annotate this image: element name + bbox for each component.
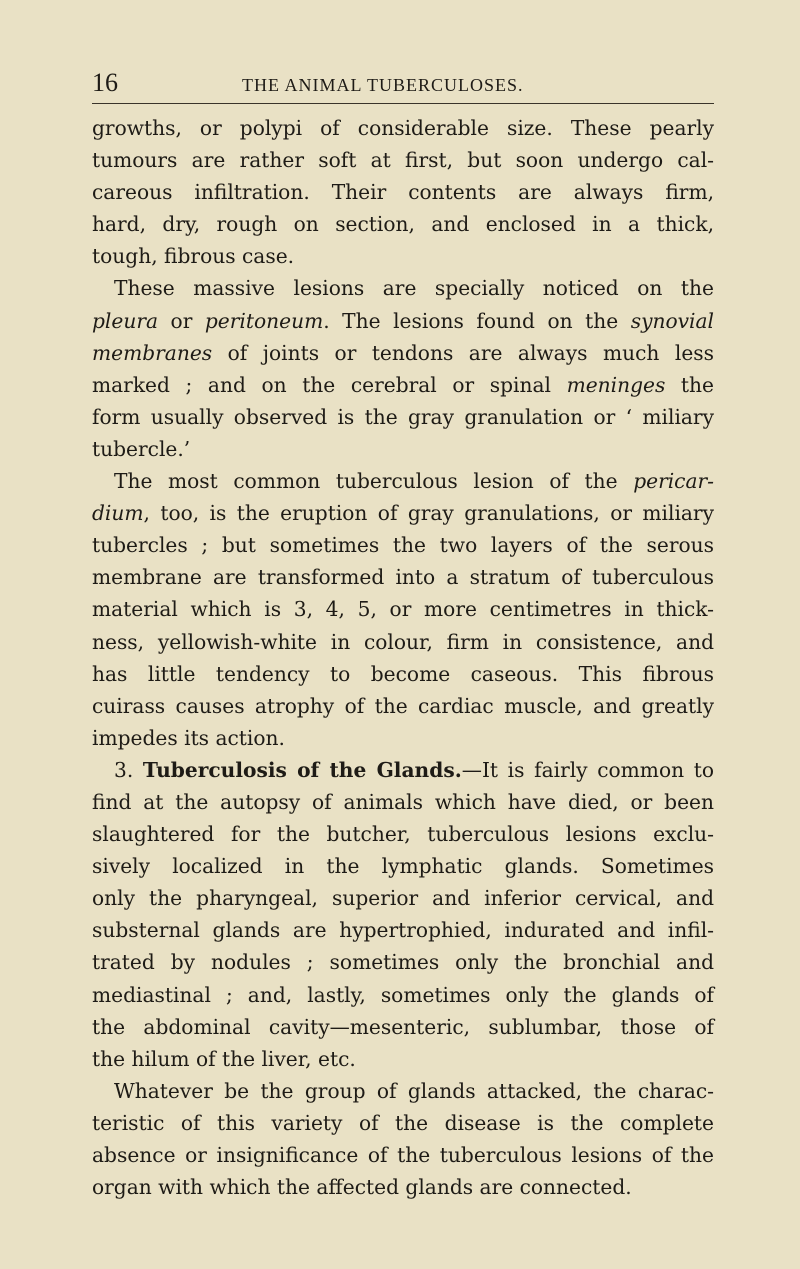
text-line: absence or insignificance of the tuberculous lesions of the (92, 1143, 714, 1167)
text-line: tubercles ; but sometimes the two layers of the serous (92, 533, 714, 558)
text-line: pleura or peritoneum. The lesions found on the synovial (92, 308, 714, 333)
text-line: only the pharyngeal, superior and inferior cervical, and (92, 886, 714, 911)
text-line: marked ; and on the cerebral or spinal meninges the (92, 372, 714, 397)
text-line: Whatever be the group of glands attacked, the charac- (114, 1078, 714, 1103)
section-heading: Tuberculosis of the Glands. (142, 757, 462, 782)
text-line: hard, dry, rough on section, and enclosed in a thick, (92, 212, 714, 237)
italic-term: synovial (630, 308, 714, 333)
text-line: sively localized in the lymphatic glands. Sometimes (92, 854, 714, 879)
text-line: 3. Tuberculosis of the Glands.—It is fairly common to (114, 757, 715, 782)
text-line: substernal glands are hypertrophied, indurated and infil- (92, 918, 714, 943)
italic-term: pleura (92, 308, 159, 333)
italic-term: peritoneum (204, 308, 324, 333)
running-head: THE ANIMAL TUBERCULOSES. (242, 75, 524, 95)
text-line: slaughtered for the butcher, tuberculous lesions exclu- (92, 822, 714, 847)
text-line: tubercle.’ (92, 436, 191, 461)
italic-term: membranes (92, 340, 213, 365)
italic-term: meninges (566, 372, 666, 397)
text-line: trated by nodules ; sometimes only the bronchial and (92, 950, 714, 975)
text-line: form usually observed is the gray granulation or ‘ miliary (92, 404, 714, 429)
text-line: These massive lesions are specially noticed on the (114, 276, 714, 301)
page-number: 16 (92, 68, 118, 97)
text-line: organ with which the affected glands are connected. (92, 1175, 632, 1200)
text-line: tough, fibrous case. (92, 244, 295, 269)
italic-term: dium (92, 501, 144, 526)
text-line: careous infiltration. Their contents are always firm, (92, 180, 714, 205)
text-line: growths, or polypi of considerable size. These pearly (92, 116, 714, 140)
text-line: membrane are transformed into a stratum of tuberculous (92, 565, 714, 590)
text-line: dium, too, is the eruption of gray granulations, or miliary (92, 501, 714, 526)
text-line: membranes of joints or tendons are always much less (92, 340, 714, 365)
text-line: mediastinal ; and, lastly, sometimes only the glands of (92, 982, 714, 1007)
text-line: ness, yellowish-white in colour, firm in consistence, and (92, 629, 714, 654)
text-line: the hilum of the liver, etc. (92, 1046, 356, 1071)
text-line: tumours are rather soft at first, but soon undergo cal- (92, 148, 714, 173)
text-line: impedes its action. (92, 725, 285, 750)
italic-term: pericar- (633, 469, 714, 494)
body-text (92, 112, 714, 1203)
text-line: material which is 3, 4, 5, or more centimetres in thick- (92, 597, 714, 622)
header-rule (92, 103, 714, 104)
text-line: find at the autopsy of animals which have died, or been (92, 789, 714, 814)
page-header (92, 68, 714, 98)
text-line: cuirass causes atrophy of the cardiac muscle, and greatly (92, 693, 714, 718)
text-line: has little tendency to become caseous. This fibrous (92, 661, 714, 686)
text-line: The most common tuberculous lesion of the pericar- (114, 469, 714, 494)
text-line: the abdominal cavity—mesenteric, sublumbar, those of (92, 1014, 714, 1039)
text-line: teristic of this variety of the disease is the complete (92, 1110, 714, 1135)
